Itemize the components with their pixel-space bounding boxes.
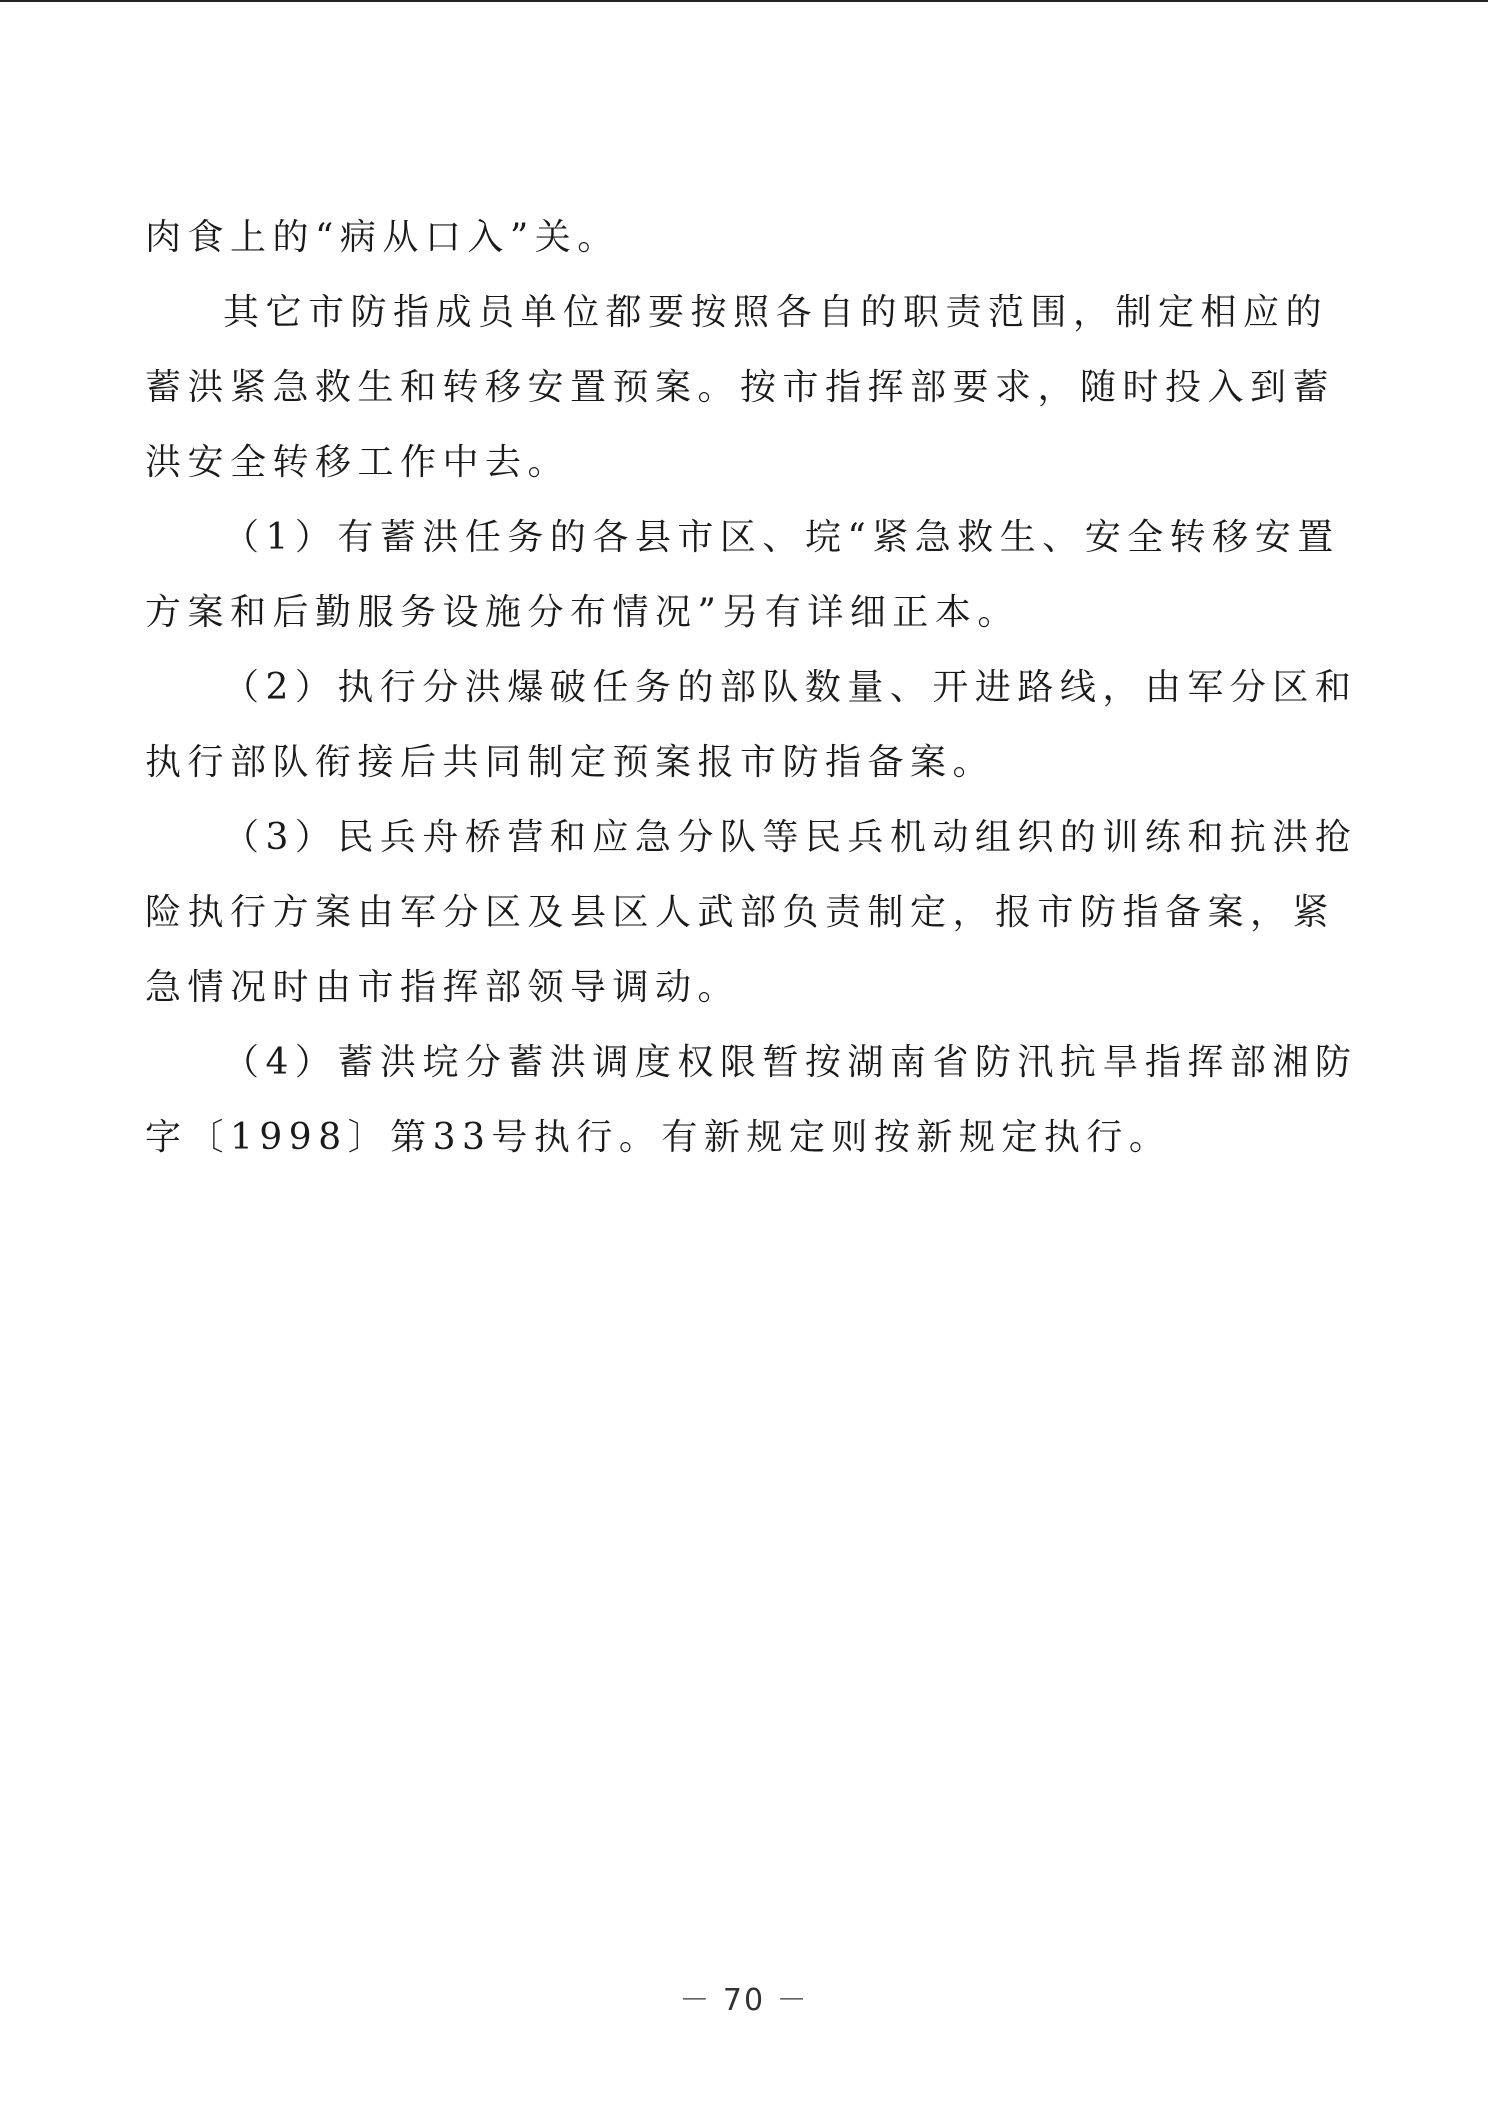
paragraph-2-line-2: 蓄洪紧急救生和转移安置预案。按市指挥部要求，随时投入到蓄 bbox=[145, 367, 1336, 408]
paragraph-5-line-1: （3）民兵舟桥营和应急分队等民兵机动组织的训练和抗洪抢 bbox=[223, 817, 1358, 858]
paragraph-2-line-3: 洪安全转移工作中去。 bbox=[145, 442, 571, 483]
paragraph-1-line-1: 肉食上的“病从口入”关。 bbox=[145, 217, 620, 258]
paragraph-5-line-3: 急情况时由市指挥部领导调动。 bbox=[145, 967, 741, 1008]
paragraph-6-line-2: 字〔1998〕第33号执行。有新规定则按新规定执行。 bbox=[145, 1117, 1172, 1158]
page-number: － 70 － bbox=[679, 1983, 809, 2018]
paragraph-3-line-2: 方案和后勤服务设施分布情况”另有详细正本。 bbox=[145, 592, 1020, 633]
page-top-border bbox=[0, 0, 1488, 2]
paragraph-5-line-2: 险执行方案由军分区及县区人武部负责制定，报市防指备案，紧 bbox=[145, 892, 1336, 933]
paragraph-6-line-1: （4）蓄洪垸分蓄洪调度权限暂按湖南省防汛抗旱指挥部湘防 bbox=[223, 1042, 1358, 1083]
paragraph-4-line-1: （2）执行分洪爆破任务的部队数量、开进路线，由军分区和 bbox=[223, 667, 1358, 708]
paragraph-3-line-1: （1）有蓄洪任务的各县市区、垸“紧急救生、安全转移安置 bbox=[223, 517, 1340, 558]
paragraph-2-line-1: 其它市防指成员单位都要按照各自的职责范围，制定相应的 bbox=[223, 292, 1329, 333]
paragraph-4-line-2: 执行部队衔接后共同制定预案报市防指备案。 bbox=[145, 742, 996, 783]
